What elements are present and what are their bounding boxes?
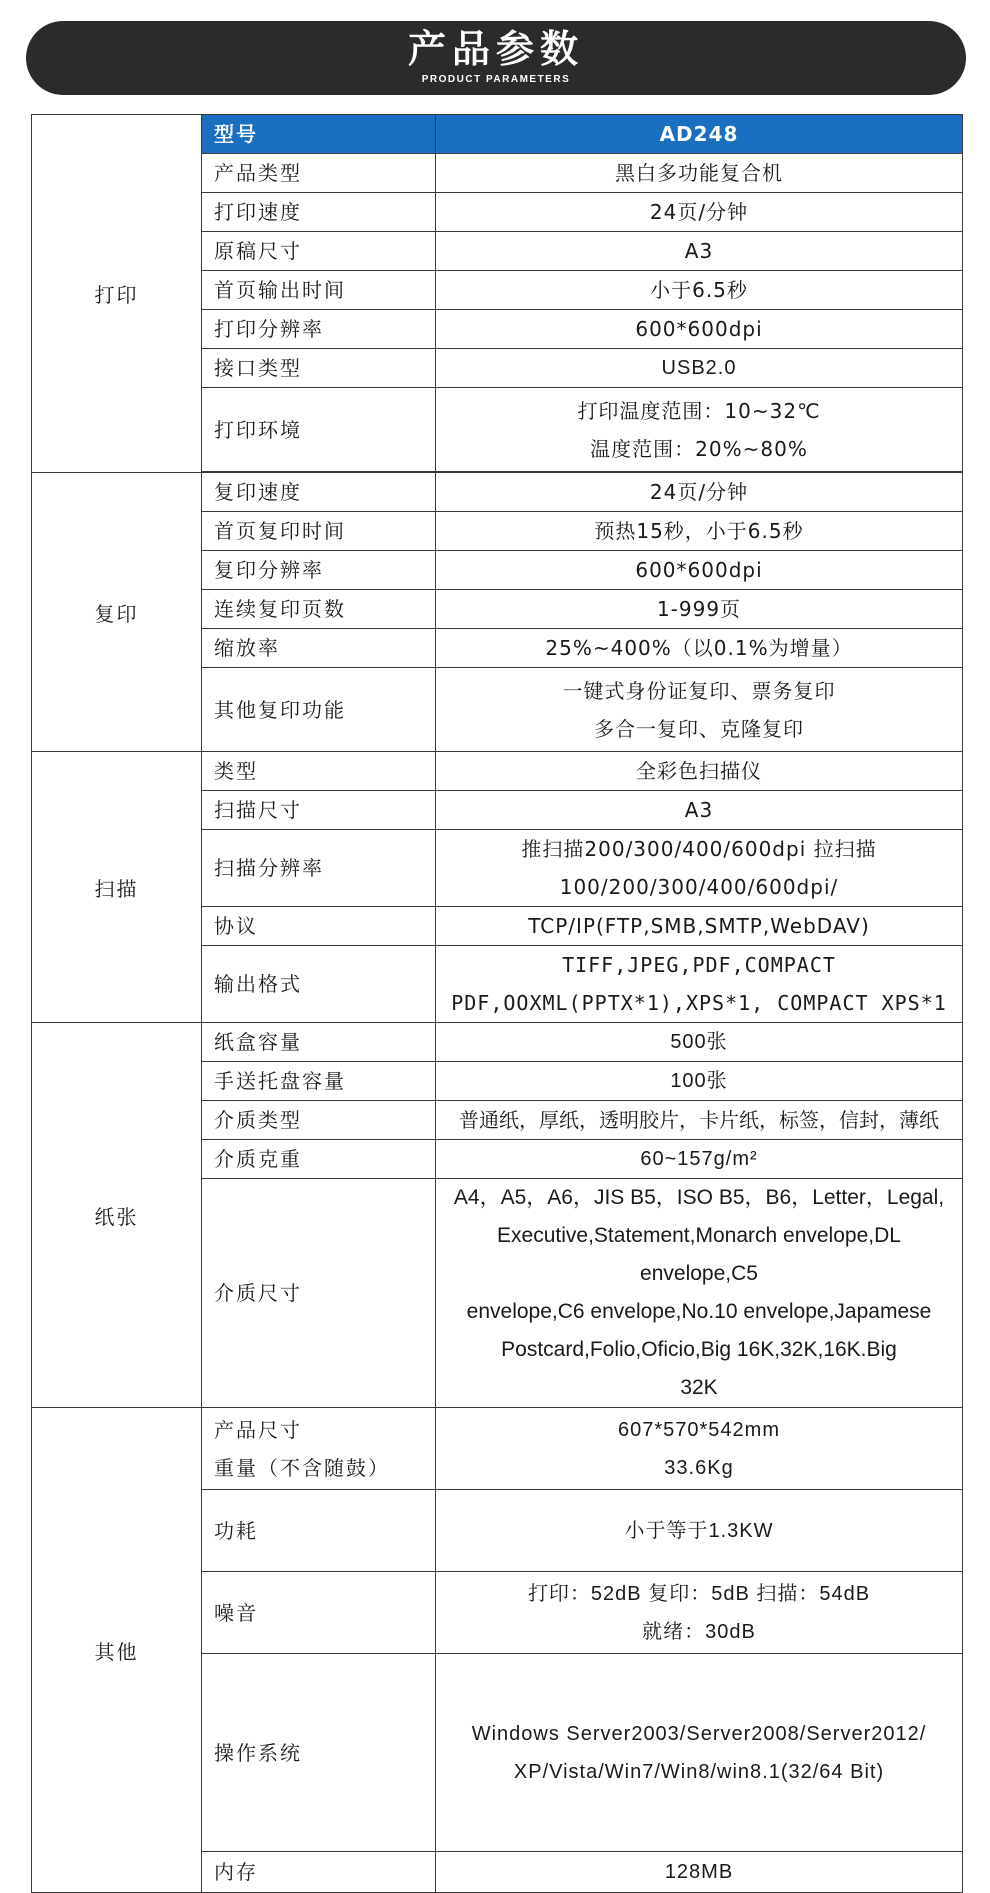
- row-label: 功耗: [202, 1490, 436, 1572]
- row-label: 手送托盘容量: [202, 1062, 436, 1101]
- table-row: [32, 1408, 963, 1490]
- table-row: [32, 473, 963, 512]
- value-line: 打印：52dB 复印：5dB 扫描：54dB: [527, 1582, 871, 1605]
- value-line: 607*570*542mm: [618, 1418, 780, 1441]
- label-line: 重量（不含随鼓）: [214, 1455, 390, 1480]
- table-row: [32, 1023, 963, 1062]
- row-value: 推扫描200/300/400/600dpi 拉扫描100/200/300/400/600dpi/: [436, 830, 963, 907]
- page-title: 产品参数: [407, 27, 584, 71]
- row-label: 缩放率: [202, 629, 436, 668]
- row-value: USB2.0: [436, 349, 963, 388]
- row-label: 内存: [202, 1852, 436, 1893]
- title-banner: [26, 21, 966, 95]
- value-line: 33.6Kg: [664, 1456, 734, 1479]
- model-label: 型号: [202, 115, 436, 154]
- row-label: 噪音: [202, 1572, 436, 1654]
- value-line: 打印温度范围：10~32℃: [577, 398, 821, 423]
- row-value-multiline: [436, 668, 963, 752]
- row-label: 介质克重: [202, 1140, 436, 1179]
- parameter-table-container: [31, 114, 962, 1893]
- row-label: 打印环境: [202, 388, 436, 472]
- page-subtitle: PRODUCT PARAMETERS: [421, 74, 571, 85]
- row-value: 24页/分钟: [436, 193, 963, 232]
- group-label-copy: 复印: [32, 473, 202, 752]
- row-label: 复印速度: [202, 473, 436, 512]
- row-label: 输出格式: [202, 946, 436, 1023]
- value-line: 就绪：30dB: [642, 1620, 756, 1643]
- row-value: 100张: [436, 1062, 963, 1101]
- row-label: 协议: [202, 907, 436, 946]
- row-label: 介质类型: [202, 1101, 436, 1140]
- row-label: 扫描分辨率: [202, 830, 436, 907]
- row-value-multiline: [436, 1572, 963, 1654]
- row-value: 128MB: [436, 1852, 963, 1893]
- row-label: 首页输出时间: [202, 271, 436, 310]
- value-line: 温度范围：20%~80%: [590, 436, 808, 461]
- row-value-multiline: [436, 1408, 963, 1490]
- value-line: Postcard,Folio,Oficio,Big 16K,32K,16K.Big: [501, 1338, 897, 1361]
- row-label: 打印分辨率: [202, 310, 436, 349]
- row-label: 首页复印时间: [202, 512, 436, 551]
- row-label: 连续复印页数: [202, 590, 436, 629]
- row-label: 类型: [202, 752, 436, 791]
- row-value: A3: [436, 232, 963, 271]
- row-value: 小于等于1.3KW: [436, 1490, 963, 1572]
- parameter-table: [31, 114, 963, 1893]
- row-value: 60~157g/m²: [436, 1140, 963, 1179]
- row-value-multiline: [436, 1654, 963, 1852]
- row-label: 扫描尺寸: [202, 791, 436, 830]
- group-label-scan: 扫描: [32, 752, 202, 1023]
- row-value: 500张: [436, 1023, 963, 1062]
- row-label: 操作系统: [202, 1654, 436, 1852]
- value-line: Executive,Statement,Monarch envelope,DL envelope,C5: [497, 1224, 901, 1285]
- row-value: 1-999页: [436, 590, 963, 629]
- row-label: 接口类型: [202, 349, 436, 388]
- row-value-multiline: [436, 1179, 963, 1408]
- row-value: TCP/IP(FTP,SMB,SMTP,WebDAV): [436, 907, 963, 946]
- row-value: 小于6.5秒: [436, 271, 963, 310]
- row-label: 原稿尺寸: [202, 232, 436, 271]
- value-line: envelope,C6 envelope,No.10 envelope,Japamese: [466, 1300, 932, 1323]
- group-label-other: 其他: [32, 1408, 202, 1893]
- row-value: 黑白多功能复合机: [436, 154, 963, 193]
- row-value: 600*600dpi: [436, 551, 963, 590]
- table-row: [32, 115, 963, 154]
- row-label: 打印速度: [202, 193, 436, 232]
- row-value: 预热15秒，小于6.5秒: [436, 512, 963, 551]
- row-label: 其他复印功能: [202, 668, 436, 752]
- row-value: A3: [436, 791, 963, 830]
- row-value: 25%~400%（以0.1%为增量）: [436, 629, 963, 668]
- row-label: 介质尺寸: [202, 1179, 436, 1408]
- group-label-paper: 纸张: [32, 1023, 202, 1408]
- value-line: A4，A5，A6，JIS B5，ISO B5，B6，Letter，Legal,: [453, 1186, 945, 1209]
- label-line: 产品尺寸: [214, 1417, 302, 1442]
- value-line: 32K: [680, 1376, 718, 1399]
- model-value: AD248: [436, 115, 963, 154]
- row-label: 产品类型: [202, 154, 436, 193]
- row-value-multiline: [436, 388, 963, 472]
- group-label-print: 打印: [32, 115, 202, 473]
- value-line: XP/Vista/Win7/Win8/win8.1(32/64 Bit): [513, 1760, 885, 1783]
- value-line: Windows Server2003/Server2008/Server2012/: [471, 1722, 927, 1745]
- row-value: 600*600dpi: [436, 310, 963, 349]
- row-label: 复印分辨率: [202, 551, 436, 590]
- row-label: 纸盒容量: [202, 1023, 436, 1062]
- value-line: 一键式身份证复印、票务复印: [562, 678, 836, 703]
- table-row: [32, 752, 963, 791]
- row-label-multiline: [202, 1408, 436, 1490]
- row-value: 24页/分钟: [436, 473, 963, 512]
- row-value: 全彩色扫描仪: [436, 752, 963, 791]
- value-line: 多合一复印、克隆复印: [594, 716, 804, 741]
- row-value: 普通纸，厚纸，透明胶片，卡片纸，标签，信封，薄纸: [436, 1101, 963, 1140]
- row-value: TIFF,JPEG,PDF,COMPACT PDF,OOXML(PPTX*1),XPS*1, COMPACT XPS*1: [436, 946, 963, 1023]
